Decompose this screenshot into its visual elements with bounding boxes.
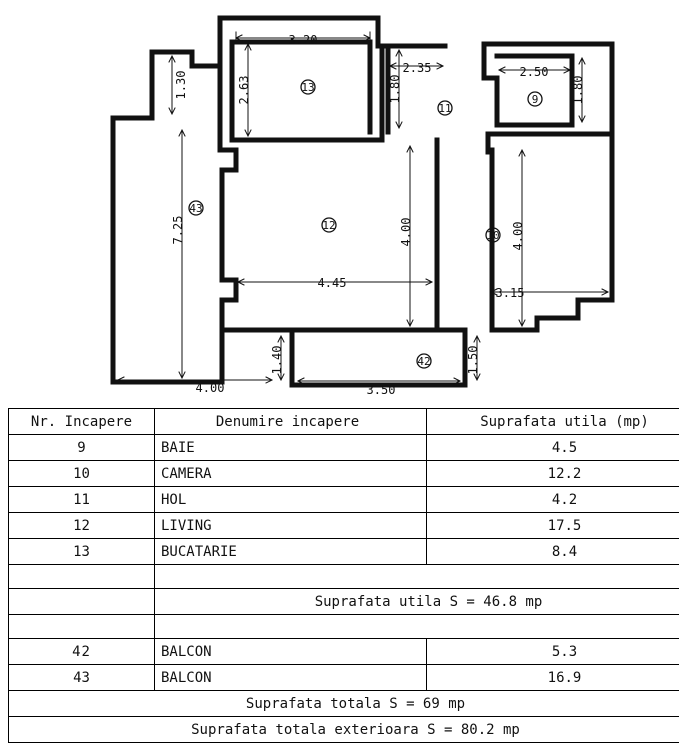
dimension-label-1-50: 1.50 bbox=[466, 346, 480, 375]
summary-utila: Suprafata utila S = 46.8 mp bbox=[155, 589, 679, 615]
summary-exterioara: Suprafata totala exterioara S = 80.2 mp bbox=[9, 717, 679, 743]
row-area: 17.5 bbox=[427, 513, 679, 539]
header-nr: Nr. Incapere bbox=[9, 409, 155, 435]
row-nr: 9 bbox=[9, 435, 155, 461]
row-name: BUCATARIE bbox=[155, 539, 427, 565]
dimension-label-2-35: 2.35 bbox=[403, 61, 432, 75]
dimension-label-4-00-bottom: 4.00 bbox=[196, 381, 225, 395]
dimension-label-3-15: 3.15 bbox=[496, 286, 525, 300]
summary-row-exterioara bbox=[9, 717, 679, 743]
row-name: BALCON bbox=[155, 665, 427, 691]
dimension-label-1-40: 1.40 bbox=[270, 346, 284, 375]
row-area: 4.5 bbox=[427, 435, 679, 461]
dimension-label-4-00-vert-right: 4.00 bbox=[511, 222, 525, 251]
rooms-table bbox=[8, 408, 679, 743]
row-name: HOL bbox=[155, 487, 427, 513]
row-name: LIVING bbox=[155, 513, 427, 539]
row-nr: 12 bbox=[9, 513, 155, 539]
dimension-label-7-25: 7.25 bbox=[171, 216, 185, 245]
dimension-label-1-80-right: 1.80 bbox=[571, 76, 585, 105]
dimension-label-1-30: 1.30 bbox=[174, 71, 188, 100]
header-area: Suprafata utila (mp) bbox=[427, 409, 679, 435]
row-area: 12.2 bbox=[427, 461, 679, 487]
row-nr: 43 bbox=[9, 665, 155, 691]
dimension-label-2-63: 2.63 bbox=[237, 76, 251, 105]
table-row bbox=[9, 665, 679, 691]
row-name: BAIE bbox=[155, 435, 427, 461]
row-nr-text: 42 bbox=[72, 644, 91, 660]
row-nr bbox=[9, 639, 155, 665]
room-marker-9: 9 bbox=[532, 93, 539, 106]
dimension-label-4-00-vert-mid: 4.00 bbox=[399, 218, 413, 247]
spacer-cell bbox=[155, 565, 679, 589]
row-nr: 13 bbox=[9, 539, 155, 565]
row-area: 4.2 bbox=[427, 487, 679, 513]
table-spacer-row bbox=[9, 565, 679, 589]
row-name: CAMERA bbox=[155, 461, 427, 487]
summary-totala: Suprafata totala S = 69 mp bbox=[9, 691, 679, 717]
table-row bbox=[9, 539, 679, 565]
room-marker-10: 10 bbox=[486, 229, 499, 242]
spacer-cell bbox=[9, 615, 155, 639]
dimension-label-3-50: 3.50 bbox=[367, 383, 396, 397]
dimension-label-4-45: 4.45 bbox=[318, 276, 347, 290]
summary-row-utila bbox=[9, 589, 679, 615]
row-name: BALCON bbox=[155, 639, 427, 665]
dimension-label-1-80-left: 1.80 bbox=[388, 75, 402, 104]
row-nr: 11 bbox=[9, 487, 155, 513]
room-marker-43: 43 bbox=[189, 202, 202, 215]
room-marker-12: 12 bbox=[322, 219, 335, 232]
dimension-label-2-50: 2.50 bbox=[520, 65, 549, 79]
room-marker-13: 13 bbox=[301, 81, 314, 94]
table-header-row bbox=[9, 409, 679, 435]
spacer-cell bbox=[9, 565, 155, 589]
row-area: 5.3 bbox=[427, 639, 679, 665]
table-row bbox=[9, 487, 679, 513]
table-row bbox=[9, 461, 679, 487]
summary-nr-cell bbox=[9, 589, 155, 615]
dimension-label-3-20: 3.20 bbox=[289, 33, 318, 47]
room-marker-11: 11 bbox=[438, 102, 451, 115]
row-nr: 10 bbox=[9, 461, 155, 487]
spacer-cell bbox=[155, 615, 679, 639]
table-row bbox=[9, 435, 679, 461]
row-area: 8.4 bbox=[427, 539, 679, 565]
rooms-table-wrapper bbox=[8, 408, 671, 743]
table-row bbox=[9, 639, 679, 665]
row-area: 16.9 bbox=[427, 665, 679, 691]
room-marker-42: 42 bbox=[417, 355, 430, 368]
header-name: Denumire incapere bbox=[155, 409, 427, 435]
table-row bbox=[9, 513, 679, 539]
table-spacer-row bbox=[9, 615, 679, 639]
summary-row-totala bbox=[9, 691, 679, 717]
